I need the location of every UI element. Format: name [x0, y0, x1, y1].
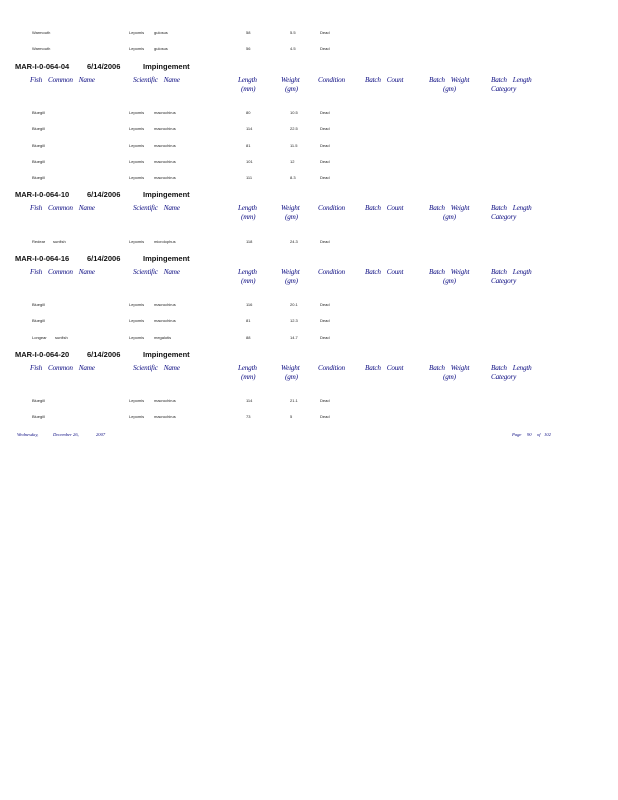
species: microlophus	[154, 239, 176, 244]
common-name: Longear	[32, 335, 47, 340]
header-word: Category	[491, 277, 517, 285]
header-word: Category	[491, 85, 517, 93]
table-row	[0, 334, 618, 342]
common-name: Bluegill	[32, 126, 45, 131]
header-word: Batch	[429, 204, 445, 212]
header-word: Count	[386, 364, 404, 372]
table-row	[0, 158, 618, 166]
common-name: Bluegill	[32, 414, 45, 419]
header-condition: Condition	[318, 204, 345, 212]
genus: Lepomis	[129, 126, 145, 131]
header-word: Weight	[450, 268, 470, 276]
length-value: 114	[246, 126, 253, 131]
species: macrochirus	[154, 302, 176, 307]
header-common-name	[30, 76, 101, 85]
header-batch-count	[365, 268, 409, 277]
length-value: 81	[246, 318, 251, 323]
header-word: Common	[47, 364, 73, 372]
header-word: Common	[47, 76, 73, 84]
length-value: 56	[246, 46, 251, 51]
footer-date: December 26,	[53, 432, 79, 437]
header-word: Batch	[365, 364, 381, 372]
header-word: Name	[78, 268, 95, 276]
header-unit: (mm)	[241, 373, 256, 381]
genus: Lepomis	[129, 46, 145, 51]
section-title	[0, 254, 618, 264]
header-word: Batch	[491, 268, 507, 276]
header-word: Name	[78, 204, 95, 212]
header-unit: (mm)	[241, 277, 256, 285]
weight-value: 20.1	[290, 302, 298, 307]
sample-id: MAR-I-0-064-16	[15, 254, 70, 263]
table-row	[0, 109, 618, 117]
common-name: Bluegill	[32, 302, 45, 307]
sample-section	[0, 190, 618, 234]
sample-type: Impingement	[143, 254, 190, 263]
length-value: 116	[246, 302, 253, 307]
header-unit: (gm)	[443, 373, 456, 381]
page-label: Page	[512, 432, 522, 437]
header-weight	[281, 364, 300, 382]
of-label: of	[537, 432, 541, 437]
header-common-name	[30, 204, 101, 213]
header-word: Batch	[429, 76, 445, 84]
header-word: Length	[512, 364, 532, 372]
condition-value: Dead	[320, 335, 330, 340]
weight-value: 10.5	[290, 110, 298, 115]
length-value: 111	[246, 175, 253, 180]
header-weight	[281, 76, 300, 94]
header-word: Batch	[365, 204, 381, 212]
species: macrochirus	[154, 143, 176, 148]
header-unit: (mm)	[241, 213, 256, 221]
length-value: 80	[246, 110, 251, 115]
header-batch-weight	[429, 204, 469, 222]
length-value: 73	[246, 414, 251, 419]
sample-section	[0, 62, 618, 106]
header-length	[238, 76, 257, 94]
genus: Lepomis	[129, 239, 145, 244]
header-word: Category	[491, 373, 517, 381]
section-title	[0, 62, 618, 72]
header-word: Count	[386, 76, 404, 84]
sample-date: 6/14/2006	[87, 350, 121, 359]
header-word: Length	[512, 204, 532, 212]
header-word: Weight	[450, 364, 470, 372]
table-row	[0, 238, 618, 246]
common-name: Warmouth	[32, 46, 51, 51]
header-batch-count	[365, 364, 409, 373]
condition-value: Dead	[320, 175, 330, 180]
sample-date: 6/14/2006	[87, 254, 121, 263]
genus: Lepomis	[129, 110, 145, 115]
header-word: Count	[386, 268, 404, 276]
header-length	[238, 268, 257, 286]
condition-value: Dead	[320, 143, 330, 148]
genus: Lepomis	[129, 30, 145, 35]
species: macrochirus	[154, 159, 176, 164]
weight-value: 14.7	[290, 335, 298, 340]
header-word: Fish	[30, 204, 42, 212]
header-word: Batch	[491, 204, 507, 212]
header-word: Length	[512, 76, 532, 84]
table-row	[0, 142, 618, 150]
length-value: 101	[246, 159, 253, 164]
header-condition: Condition	[318, 268, 345, 276]
section-title	[0, 190, 618, 200]
common-name: Bluegill	[32, 159, 45, 164]
weight-value: 12.3	[290, 318, 298, 323]
header-unit: (gm)	[285, 213, 298, 221]
common-name: Warmouth	[32, 30, 51, 35]
table-row	[0, 45, 618, 53]
header-word: Fish	[30, 76, 42, 84]
weight-value: 8.3	[290, 175, 296, 180]
header-word: Weight	[450, 204, 470, 212]
weight-value: 11.5	[290, 143, 298, 148]
weight-value: 22.5	[290, 126, 298, 131]
header-word: Name	[78, 364, 95, 372]
weight-value: 12	[290, 159, 295, 164]
header-length	[238, 364, 257, 382]
species: macrochirus	[154, 398, 176, 403]
header-word: Length	[238, 268, 257, 276]
table-row	[0, 317, 618, 325]
header-word: Fish	[30, 364, 42, 372]
genus: Lepomis	[129, 159, 145, 164]
header-word: Weight	[450, 76, 470, 84]
species: gulosus	[154, 46, 168, 51]
length-value: 118	[246, 239, 253, 244]
sample-type: Impingement	[143, 350, 190, 359]
header-word: Scientific	[133, 76, 158, 84]
sample-id: MAR-I-0-064-20	[15, 350, 70, 359]
header-batch-count	[365, 204, 409, 213]
length-value: 88	[246, 335, 251, 340]
condition-value: Dead	[320, 30, 330, 35]
header-word: Scientific	[133, 268, 158, 276]
header-batch-length-category	[491, 204, 532, 222]
header-word: Fish	[30, 268, 42, 276]
header-scientific-name	[133, 204, 186, 213]
header-word: Length	[238, 364, 257, 372]
table-row	[0, 174, 618, 182]
header-batch-weight	[429, 268, 469, 286]
table-row	[0, 397, 618, 405]
genus: Lepomis	[129, 143, 145, 148]
length-value: 81	[246, 143, 251, 148]
footer-weekday: Wednesday,	[17, 432, 39, 437]
condition-value: Dead	[320, 110, 330, 115]
genus: Lepomis	[129, 175, 145, 180]
length-value: 114	[246, 398, 253, 403]
header-word: Batch	[365, 76, 381, 84]
species: macrochirus	[154, 126, 176, 131]
header-word: Weight	[281, 268, 300, 276]
header-word: Batch	[491, 364, 507, 372]
species: gulosus	[154, 30, 168, 35]
species: macrochirus	[154, 318, 176, 323]
section-title	[0, 350, 618, 360]
header-common-name	[30, 268, 101, 277]
header-word: Name	[163, 204, 180, 212]
genus: Lepomis	[129, 318, 145, 323]
species: macrochirus	[154, 175, 176, 180]
table-row	[0, 29, 618, 37]
common-name: Bluegill	[32, 318, 45, 323]
header-batch-length-category	[491, 76, 532, 94]
header-weight	[281, 204, 300, 222]
header-word: Length	[238, 204, 257, 212]
species: megalotis	[154, 335, 172, 340]
header-scientific-name	[133, 364, 186, 373]
genus: Lepomis	[129, 335, 145, 340]
header-word: Length	[238, 76, 257, 84]
genus: Lepomis	[129, 398, 145, 403]
common-name: Bluegill	[32, 143, 45, 148]
header-weight	[281, 268, 300, 286]
header-batch-length-category	[491, 268, 532, 286]
header-word: Name	[163, 76, 180, 84]
length-value: 58	[246, 30, 251, 35]
sample-section	[0, 254, 618, 298]
species: macrochirus	[154, 414, 176, 419]
sample-id: MAR-I-0-064-04	[15, 62, 70, 71]
header-word: Weight	[281, 204, 300, 212]
header-batch-weight	[429, 364, 469, 382]
header-word: Batch	[429, 268, 445, 276]
common-name: Redear	[32, 239, 46, 244]
header-scientific-name	[133, 76, 186, 85]
header-word: Name	[163, 364, 180, 372]
header-unit: (gm)	[285, 373, 298, 381]
header-condition: Condition	[318, 76, 345, 84]
species: macrochirus	[154, 110, 176, 115]
weight-value: 21.1	[290, 398, 298, 403]
header-word: Scientific	[133, 204, 158, 212]
header-word: Weight	[281, 76, 300, 84]
table-row	[0, 301, 618, 309]
condition-value: Dead	[320, 414, 330, 419]
weight-value: 4.5	[290, 46, 296, 51]
page-number: 90	[527, 432, 532, 437]
page-footer	[0, 431, 618, 439]
header-unit: (mm)	[241, 85, 256, 93]
condition-value: Dead	[320, 302, 330, 307]
header-word: Name	[163, 268, 180, 276]
header-word: Name	[78, 76, 95, 84]
header-unit: (gm)	[443, 277, 456, 285]
header-unit: (gm)	[443, 213, 456, 221]
common-name-2: sunfish	[53, 239, 66, 244]
common-name: Bluegill	[32, 175, 45, 180]
sample-section	[0, 350, 618, 394]
weight-value: 5	[290, 414, 293, 419]
genus: Lepomis	[129, 302, 145, 307]
sample-type: Impingement	[143, 190, 190, 199]
condition-value: Dead	[320, 46, 330, 51]
header-word: Length	[512, 268, 532, 276]
header-word: Common	[47, 204, 73, 212]
common-name-2: sunfish	[55, 335, 68, 340]
weight-value: 5.5	[290, 30, 296, 35]
header-condition: Condition	[318, 364, 345, 372]
header-batch-weight	[429, 76, 469, 94]
condition-value: Dead	[320, 126, 330, 131]
genus: Lepomis	[129, 414, 145, 419]
header-word: Common	[47, 268, 73, 276]
common-name: Bluegill	[32, 398, 45, 403]
common-name: Bluegill	[32, 110, 45, 115]
header-word: Batch	[365, 268, 381, 276]
header-word: Category	[491, 213, 517, 221]
condition-value: Dead	[320, 159, 330, 164]
header-unit: (gm)	[285, 277, 298, 285]
header-word: Weight	[281, 364, 300, 372]
condition-value: Dead	[320, 398, 330, 403]
table-row	[0, 413, 618, 421]
condition-value: Dead	[320, 239, 330, 244]
header-word: Scientific	[133, 364, 158, 372]
sample-date: 6/14/2006	[87, 62, 121, 71]
sample-type: Impingement	[143, 62, 190, 71]
header-batch-length-category	[491, 364, 532, 382]
header-length	[238, 204, 257, 222]
sample-id: MAR-I-0-064-10	[15, 190, 70, 199]
weight-value: 24.3	[290, 239, 298, 244]
sample-date: 6/14/2006	[87, 190, 121, 199]
header-word: Batch	[491, 76, 507, 84]
header-word: Batch	[429, 364, 445, 372]
page-total: 102	[544, 432, 551, 437]
header-batch-count	[365, 76, 409, 85]
header-word: Count	[386, 204, 404, 212]
header-unit: (gm)	[285, 85, 298, 93]
header-scientific-name	[133, 268, 186, 277]
header-unit: (gm)	[443, 85, 456, 93]
footer-year: 2007	[96, 432, 106, 437]
table-row	[0, 125, 618, 133]
header-common-name	[30, 364, 101, 373]
condition-value: Dead	[320, 318, 330, 323]
